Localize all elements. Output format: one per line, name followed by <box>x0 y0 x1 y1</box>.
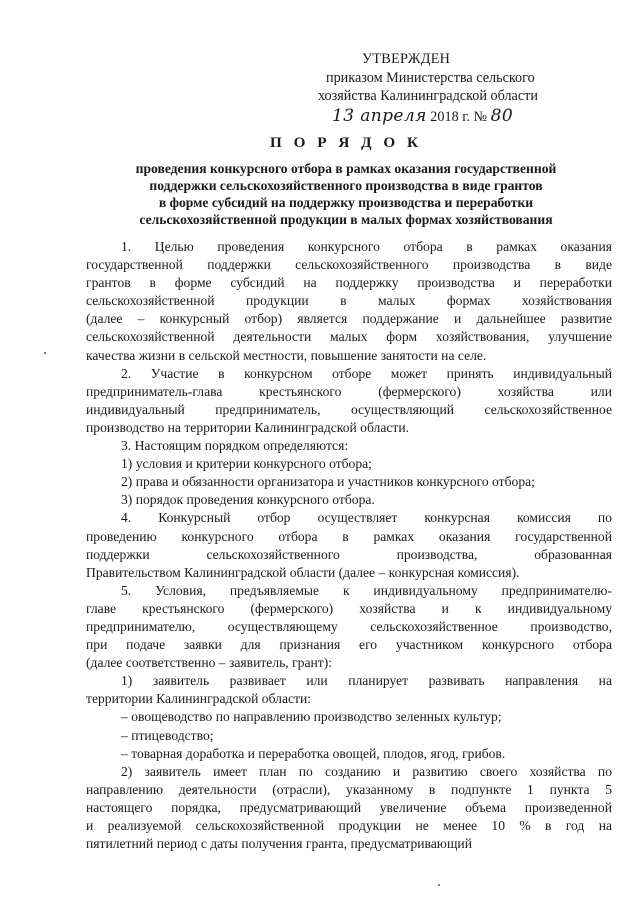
paragraph-line: – овощеводство по направлению производство зеленных культур; <box>121 709 502 725</box>
approval-line-2: хозяйства Калининградской области <box>318 88 538 104</box>
approval-year: 2018 г. № <box>426 108 491 125</box>
approval-line-1: приказом Министерства сельского <box>326 69 535 86</box>
paragraph-line: 1) условия и критерии конкурсного отбора; <box>121 456 372 472</box>
paragraph <box>86 745 612 763</box>
handwritten-date: 13 апреля <box>332 105 427 126</box>
paragraph-line: направлению деятельности (отрасли), указанному в подпункте 1 пункта 5 <box>86 781 612 797</box>
paragraph <box>86 509 612 581</box>
paragraph-line: 3. Настоящим порядком определяются: <box>121 438 349 454</box>
paragraph <box>86 437 612 455</box>
paragraph-line: (далее соответственно – заявитель, грант): <box>86 655 333 671</box>
paragraph <box>86 365 612 437</box>
paragraph-line: (далее – конкурсный отбор) является поддержание и дальнейшее развитие <box>86 311 612 327</box>
paragraph-line: сельскохозяйственной продукции в малых формах хозяйствования <box>86 293 612 309</box>
paragraph-line: 2) заявитель имеет план по созданию и развитию своего хозяйства по <box>121 763 612 779</box>
paragraph <box>86 763 612 853</box>
paragraph-line: проведению конкурсного отбора в рамках оказания государственной <box>86 528 612 544</box>
paragraph <box>86 491 612 509</box>
paragraph-line: пятилетний период с даты получения гранта, предусматривающий <box>86 836 472 852</box>
scan-speck <box>438 884 440 886</box>
paragraph <box>86 582 612 672</box>
paragraph-line: 2) права и обязанности организатора и участников конкурсного отбора; <box>121 474 535 490</box>
paragraph-line: грантов в форме субсидий на поддержку производства и переработки <box>86 275 612 291</box>
approval-stamp <box>318 50 618 126</box>
document-subtitle-line: проведения конкурсного отбора в рамках оказания государственной <box>135 161 557 176</box>
document-heading <box>96 134 596 228</box>
paragraph-line: 3) порядок проведения конкурсного отбора. <box>121 492 375 508</box>
paragraph-line: Правительством Калининградской области (далее – конкурсная комиссия). <box>86 564 520 580</box>
scan-speck <box>44 352 46 354</box>
paragraph <box>86 727 612 745</box>
paragraph-line: индивидуальный предприниматель, осуществляющий сельскохозяйственное <box>86 401 612 417</box>
approval-title: УТВЕРЖДЕН <box>362 51 451 67</box>
paragraph-line: и реализуемой сельскохозяйственной продукции не менее 10 % в год на <box>86 818 612 833</box>
paragraph-line: производство на территории Калининградской области. <box>86 419 410 435</box>
paragraph-line: 4. Конкурсный отбор осуществляет конкурсная комиссия по <box>121 510 612 526</box>
handwritten-number: 80 <box>490 105 514 126</box>
paragraph-line: при подаче заявки для признания его участником конкурсного отбора <box>86 637 612 653</box>
paragraph-line: сельскохозяйственной деятельности малых форм хозяйствования, улучшение <box>86 329 612 345</box>
paragraph <box>86 238 612 365</box>
paragraph-line: 2. Участие в конкурсном отборе может принять индивидуальный <box>121 365 612 381</box>
paragraph <box>86 708 612 726</box>
document-body <box>86 238 612 853</box>
paragraph-line: предпринимателю, осуществляющему сельскохозяйственное производство, <box>86 618 612 634</box>
paragraph-line: предприниматель-глава крестьянского (фермерского) хозяйства или <box>86 383 612 399</box>
paragraph <box>86 473 612 491</box>
paragraph-line: 1) заявитель развивает или планирует развивать направления на <box>121 673 612 689</box>
paragraph-line: качества жизни в сельской местности, повышение занятости на селе. <box>86 347 487 363</box>
paragraph-line: – товарная доработка и переработка овощей, плодов, ягод, грибов. <box>121 745 506 761</box>
document-title: П О Р Я Д О К <box>270 134 422 151</box>
paragraph-line: 5. Условия, предъявляемые к индивидуальному предпринимателю- <box>121 582 612 598</box>
paragraph-line: главе крестьянского (фермерского) хозяйства и к индивидуальному <box>86 600 612 616</box>
paragraph <box>86 672 612 708</box>
paragraph-line: поддержки сельскохозяйственного производства, образованная <box>86 546 612 562</box>
paragraph-line: 1. Целью проведения конкурсного отбора в рамках оказания <box>121 239 612 254</box>
paragraph-line: настоящего порядка, предусматривающий увеличение объема произведенной <box>86 799 612 815</box>
approval-date <box>332 107 618 127</box>
paragraph <box>86 455 612 473</box>
paragraph-line: – птицеводство; <box>121 727 214 743</box>
document-subtitle-line: сельскохозяйственной продукции в малых формах хозяйствования <box>139 212 553 227</box>
document-subtitle-line: в форме субсидий на поддержку производства и переработки <box>158 195 534 210</box>
paragraph-line: территории Калининградской области: <box>86 691 312 707</box>
paragraph-line: государственной поддержки сельскохозяйственного производства в виде <box>86 257 612 273</box>
document-subtitle-line: поддержки сельскохозяйственного производства в виде грантов <box>149 178 543 193</box>
